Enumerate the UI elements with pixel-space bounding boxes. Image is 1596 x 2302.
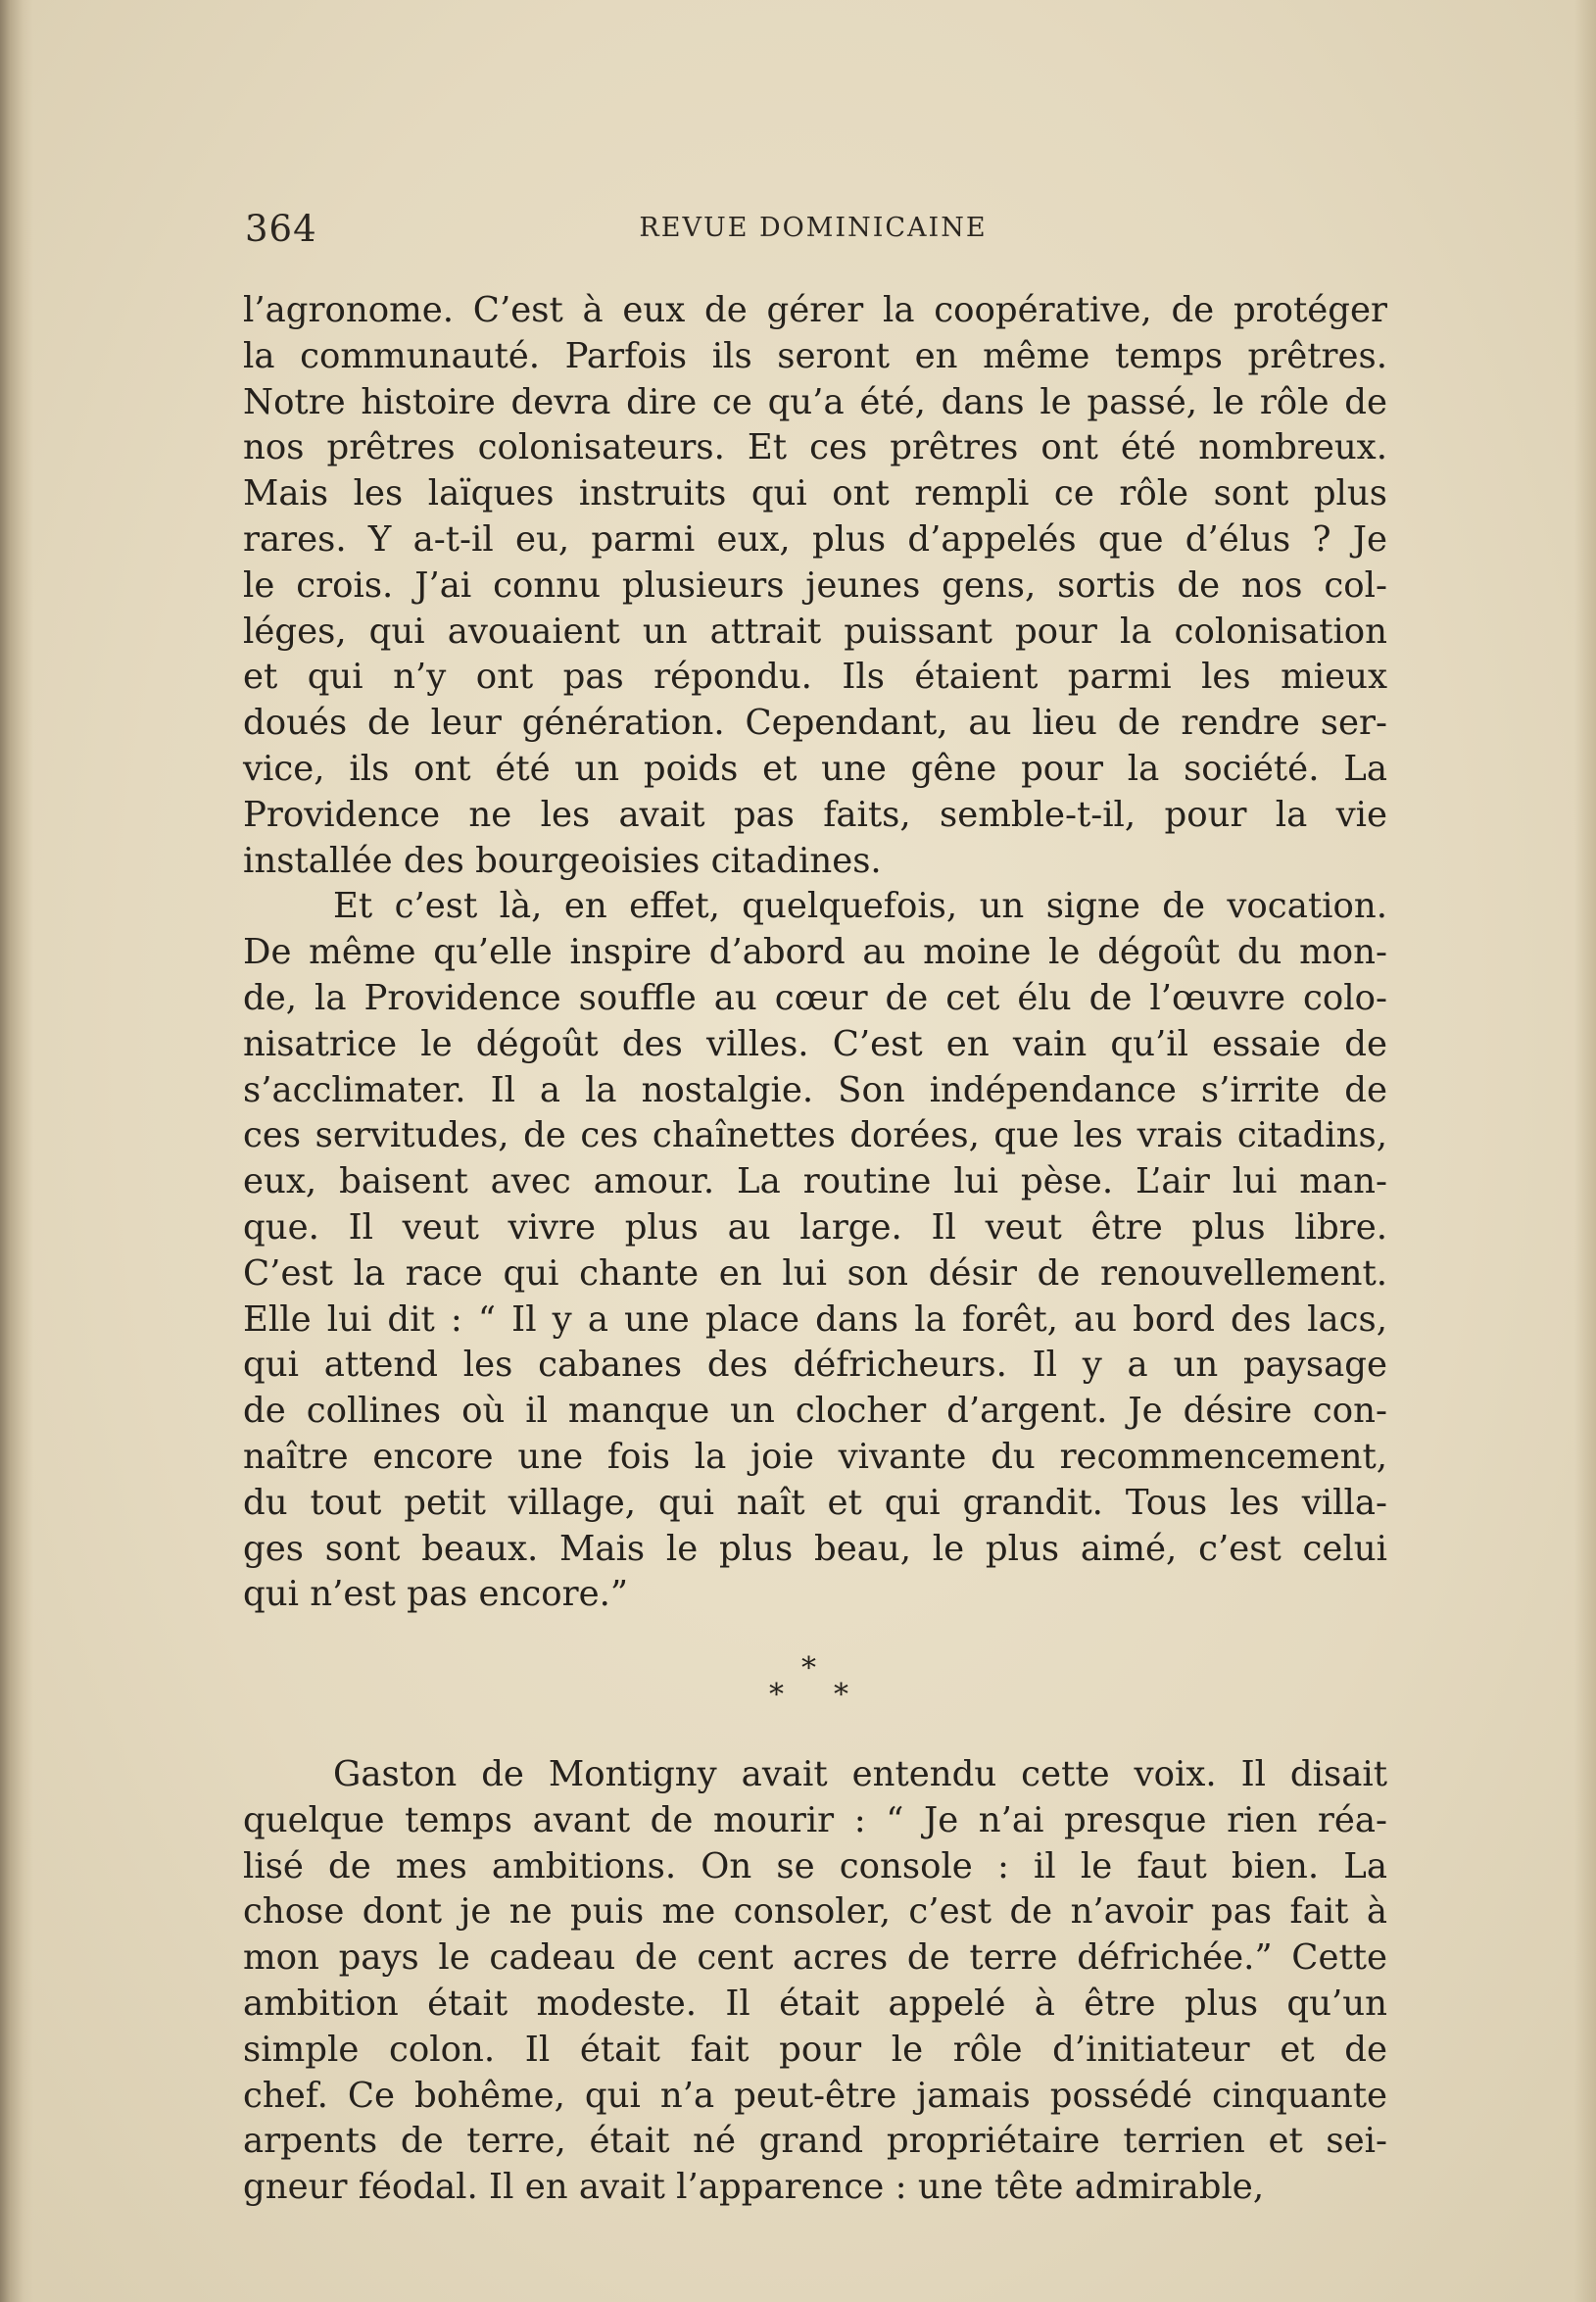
text-line: la communauté. Parfois ils seront en même temps prêtres. [243, 335, 1387, 376]
text-block-lower [243, 1752, 1387, 2211]
paragraph [243, 1752, 1387, 2211]
text-line: l’agronome. C’est à eux de gérer la coopérative, de protéger [243, 290, 1387, 330]
asterism-star-right: * [834, 1678, 848, 1712]
text-line: chef. Ce bohême, qui n’a peut-être jamais possédé cinquante [243, 2075, 1387, 2116]
text-line: arpents de terre, était né grand propriétaire terrien et sei- [243, 2121, 1387, 2162]
text-line: et qui n’y ont pas répondu. Ils étaient parmi les mieux [243, 657, 1387, 698]
asterism-section-break [754, 1651, 872, 1733]
text-line: mon pays le cadeau de cent acres de terre défrichée.” Cette [243, 1937, 1387, 1979]
text-line: C’est la race qui chante en lui son désir de renouvellement. [243, 1252, 1387, 1294]
text-line: léges, qui avouaient un attrait puissant pour la colonisation [243, 611, 1387, 652]
text-line: le crois. J’ai connu plusieurs jeunes gens, sortis de nos col- [243, 564, 1387, 606]
text-line: quelque temps avant de mourir : “ Je n’ai presque rien réa- [243, 1799, 1387, 1840]
text-line: chose dont je ne puis me consoler, c’est de n’avoir pas fait à [243, 1891, 1387, 1933]
text-line: qui attend les cabanes des défricheurs. Il y a un paysage [243, 1345, 1387, 1386]
text-line: qui n’est pas encore.” [243, 1574, 629, 1615]
text-line: ges sont beaux. Mais le plus beau, le plus aimé, c’est celui [243, 1528, 1387, 1569]
text-line: ces servitudes, de ces chaînettes dorées, que les vrais citadins, [243, 1115, 1387, 1156]
text-line: gneur féodal. Il en avait l’apparence : une tête admirable, [243, 2167, 1265, 2208]
text-line: ambition était modeste. Il était appelé à être plus qu’un [243, 1983, 1387, 2024]
page-header [245, 208, 1381, 250]
text-line: que. Il veut vivre plus au large. Il veut être plus libre. [243, 1206, 1387, 1248]
text-line: de, la Providence souffle au cœur de cet élu de l’œuvre colo- [243, 977, 1387, 1018]
text-block-upper [243, 288, 1387, 1618]
text-line: naître encore une fois la joie vivante du recommencement, [243, 1436, 1387, 1477]
text-line: Providence ne les avait pas faits, semble-t-il, pour la vie [243, 794, 1387, 835]
page-edge-shadow [1574, 0, 1596, 2302]
text-line: Gaston de Montigny avait entendu cette voix. Il disait [333, 1754, 1387, 1794]
text-line: Et c’est là, en effet, quelquefois, un signe de vocation. [333, 886, 1387, 927]
text-line: Mais les laïques instruits qui ont rempli ce rôle sont plus [243, 473, 1387, 514]
text-line: eux, baisent avec amour. La routine lui pèse. L’air lui man- [243, 1161, 1387, 1202]
text-line: doués de leur génération. Cependant, au lieu de rendre ser- [243, 703, 1387, 744]
binding-shadow [0, 0, 33, 2302]
text-line: Notre histoire devra dire ce qu’a été, dans le passé, le rôle de [243, 381, 1387, 422]
text-line: Elle lui dit : “ Il y a une place dans la forêt, au bord des lacs, [243, 1298, 1387, 1340]
text-line: de collines où il manque un clocher d’argent. Je désire con- [243, 1391, 1387, 1432]
text-line: vice, ils ont été un poids et une gêne pour la société. La [243, 748, 1387, 789]
text-line: du tout petit village, qui naît et qui grandit. Tous les villa- [243, 1482, 1387, 1523]
asterism-star-left: * [769, 1678, 784, 1712]
text-line: simple colon. Il était fait pour le rôle d’initiateur et de [243, 2029, 1387, 2070]
page-number: 364 [245, 208, 317, 250]
paragraph [243, 884, 1387, 1618]
text-line: s’acclimater. Il a la nostalgie. Son indépendance s’irrite de [243, 1069, 1387, 1110]
text-line: nisatrice le dégoût des villes. C’est en vain qu’il essaie de [243, 1023, 1387, 1064]
running-head: REVUE DOMINICAINE [639, 213, 988, 243]
text-line: De même qu’elle inspire d’abord au moine le dégoût du mon- [243, 932, 1387, 973]
text-line: lisé de mes ambitions. On se console : il le faut bien. La [243, 1845, 1387, 1886]
text-line: rares. Y a-t-il eu, parmi eux, plus d’appelés que d’élus ? Je [243, 518, 1387, 560]
asterism-star-top: * [801, 1651, 816, 1686]
paragraph [243, 288, 1387, 884]
text-line: nos prêtres colonisateurs. Et ces prêtres ont été nombreux. [243, 427, 1387, 468]
text-line: installée des bourgeoisies citadines. [243, 840, 882, 881]
